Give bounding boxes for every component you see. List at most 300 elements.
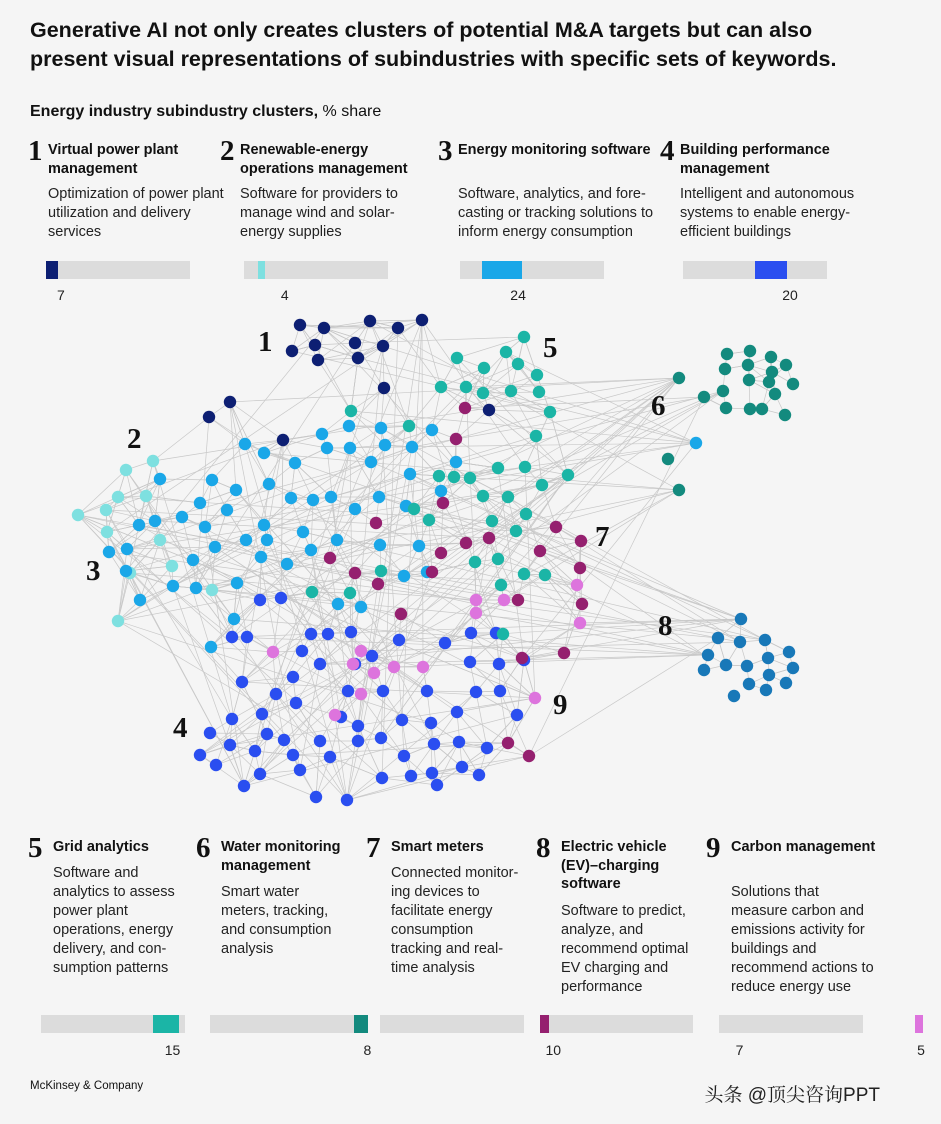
network-node-cluster-4: [366, 650, 378, 662]
network-node-cluster-4: [290, 697, 302, 709]
network-node-cluster-2: [101, 526, 113, 538]
network-node-cluster-3: [133, 519, 145, 531]
network-node-cluster-3: [258, 447, 270, 459]
network-node-cluster-6: [787, 378, 799, 390]
network-node-cluster-3: [325, 491, 337, 503]
network-node-cluster-5: [306, 586, 318, 598]
network-node-cluster-2: [154, 534, 166, 546]
network-node-cluster-8: [735, 613, 747, 625]
network-node-cluster-1: [364, 315, 376, 327]
network-node-cluster-1: [377, 340, 389, 352]
network-node-cluster-4: [426, 767, 438, 779]
network-node-cluster-3: [134, 594, 146, 606]
network-node-cluster-1: [483, 404, 495, 416]
cluster-description: Software, analytics, and fore-casting or tracking solutions to inform energy consumption: [458, 186, 654, 240]
cluster-description: Optimization of power plant utilization and delivery services: [48, 186, 224, 240]
cluster-number: 8: [536, 832, 551, 864]
network-node-cluster-4: [421, 685, 433, 697]
network-node-cluster-2: [140, 490, 152, 502]
network-node-cluster-4: [473, 769, 485, 781]
network-node-cluster-7: [324, 552, 336, 564]
network-edge: [262, 320, 422, 714]
network-node-cluster-4: [375, 732, 387, 744]
network-node-cluster-5: [344, 587, 356, 599]
network-node-cluster-8: [780, 677, 792, 689]
network-edge: [381, 546, 419, 571]
share-value: 5: [917, 1042, 925, 1058]
network-node-cluster-3: [413, 540, 425, 552]
network-node-cluster-5: [408, 503, 420, 515]
network-node-cluster-4: [278, 734, 290, 746]
network-node-cluster-1: [309, 339, 321, 351]
network-node-cluster-5: [531, 369, 543, 381]
network-node-cluster-3: [332, 598, 344, 610]
network-node-cluster-1: [294, 319, 306, 331]
network-node-cluster-4: [238, 780, 250, 792]
network-edge: [427, 691, 476, 692]
network-edge: [260, 774, 316, 797]
network-node-cluster-4: [287, 749, 299, 761]
network-node-cluster-5: [403, 420, 415, 432]
network-node-cluster-4: [270, 688, 282, 700]
network-node-cluster-3: [307, 494, 319, 506]
network-node-cluster-4: [439, 637, 451, 649]
cluster-number: 6: [196, 832, 211, 864]
network-node-cluster-3: [120, 565, 132, 577]
network-node-cluster-7: [459, 402, 471, 414]
network-node-cluster-9: [574, 617, 586, 629]
network-node-cluster-4: [210, 759, 222, 771]
network-node-cluster-3: [355, 601, 367, 613]
network-node-cluster-5: [562, 469, 574, 481]
network-node-cluster-5: [375, 565, 387, 577]
network-node-cluster-5: [520, 508, 532, 520]
network-node-cluster-3: [230, 484, 242, 496]
network-node-cluster-2: [72, 509, 84, 521]
network-node-cluster-8: [734, 636, 746, 648]
network-node-cluster-3: [121, 543, 133, 555]
network-node-cluster-1: [312, 354, 324, 366]
network-edge: [318, 360, 351, 411]
network-node-cluster-9: [571, 579, 583, 591]
network-node-cluster-5: [464, 472, 476, 484]
network-edge: [465, 397, 704, 408]
network-node-cluster-2: [120, 464, 132, 476]
cluster-description: Software to predict, analyze, and recommend optimal EV charging and performance: [561, 903, 689, 995]
network-node-cluster-4: [294, 764, 306, 776]
network-node-cluster-5: [500, 346, 512, 358]
share-value: 8: [363, 1042, 372, 1058]
network-node-cluster-3: [228, 613, 240, 625]
network-node-cluster-5: [469, 556, 481, 568]
network-edge: [500, 691, 508, 743]
network-node-cluster-6: [673, 484, 685, 496]
network-node-cluster-3: [321, 442, 333, 454]
network-node-cluster-4: [226, 631, 238, 643]
network-node-cluster-1: [352, 352, 364, 364]
cluster-title: Smart meters: [391, 839, 484, 855]
network-node-cluster-5: [435, 381, 447, 393]
network-edge: [244, 755, 293, 786]
network-node-cluster-3: [349, 503, 361, 515]
network-node-cluster-4: [493, 658, 505, 670]
network-node-cluster-4: [261, 728, 273, 740]
network-node-cluster-2: [147, 455, 159, 467]
network-node-cluster-6: [779, 409, 791, 421]
network-node-cluster-4: [314, 658, 326, 670]
cluster-title: Water monitoring management: [221, 839, 341, 874]
network-label-7: 7: [595, 521, 610, 553]
network-node-cluster-7: [370, 517, 382, 529]
network-edge: [459, 742, 508, 743]
network-node-cluster-4: [393, 634, 405, 646]
network-node-cluster-4: [275, 592, 287, 604]
network-node-cluster-7: [574, 562, 586, 574]
network-edge: [358, 320, 422, 741]
network-node-cluster-5: [495, 579, 507, 591]
network-label-8: 8: [658, 610, 673, 642]
cluster-number: 3: [438, 135, 453, 167]
network-node-cluster-9: [355, 688, 367, 700]
network-node-cluster-3: [190, 582, 202, 594]
cluster-description: Software for providers to manage wind and solar-energy supplies: [240, 186, 398, 240]
network-node-cluster-4: [236, 676, 248, 688]
network-edge: [517, 660, 524, 715]
network-edge: [422, 320, 441, 387]
network-node-cluster-4: [324, 751, 336, 763]
network-node-cluster-9: [347, 658, 359, 670]
cluster-number: 5: [28, 832, 43, 864]
network-node-cluster-3: [450, 456, 462, 468]
share-value: 24: [510, 287, 526, 303]
network-edge: [330, 717, 341, 757]
network-node-cluster-3: [154, 473, 166, 485]
network-node-cluster-4: [204, 727, 216, 739]
cluster-title: Virtual power plant management: [48, 142, 179, 177]
network-node-cluster-1: [203, 411, 215, 423]
network-node-cluster-4: [405, 770, 417, 782]
network-node-cluster-4: [352, 720, 364, 732]
network-node-cluster-6: [719, 363, 731, 375]
network-node-cluster-4: [377, 685, 389, 697]
network-edge: [432, 387, 441, 430]
network-node-cluster-1: [378, 382, 390, 394]
network-node-cluster-5: [423, 514, 435, 526]
network-node-cluster-6: [780, 359, 792, 371]
network-node-cluster-8: [759, 634, 771, 646]
cluster-description: Intelligent and autonomous systems to enable energy-efficient buildings: [680, 186, 855, 240]
cluster-number: 7: [366, 832, 381, 864]
network-edge: [200, 755, 244, 786]
network-node-cluster-7: [372, 578, 384, 590]
network-node-cluster-5: [518, 331, 530, 343]
network-node-cluster-1: [349, 337, 361, 349]
network-node-cluster-7: [502, 737, 514, 749]
network-node-cluster-3: [261, 534, 273, 546]
network-edge: [371, 462, 741, 619]
network-node-cluster-3: [176, 511, 188, 523]
cluster-title: Renewable-energy operations management: [240, 142, 408, 177]
share-value: 4: [280, 287, 289, 303]
network-node-cluster-4: [428, 738, 440, 750]
network-edge: [489, 410, 550, 412]
network-node-cluster-6: [673, 372, 685, 384]
network-node-cluster-5: [345, 405, 357, 417]
network-node-cluster-7: [558, 647, 570, 659]
subtitle-rest: % share: [318, 103, 382, 120]
network-label-5: 5: [543, 332, 558, 364]
network-node-cluster-4: [194, 749, 206, 761]
network-node-cluster-3: [406, 441, 418, 453]
network-node-cluster-7: [516, 652, 528, 664]
network-node-cluster-3: [374, 539, 386, 551]
network-node-cluster-8: [702, 649, 714, 661]
network-edge: [466, 378, 679, 387]
network-node-cluster-4: [322, 628, 334, 640]
cluster-number: 1: [28, 135, 43, 167]
network-node-cluster-1: [224, 396, 236, 408]
network-edge: [211, 647, 273, 652]
network-edge: [370, 321, 409, 426]
share-value: 10: [545, 1042, 562, 1058]
network-edge: [347, 767, 462, 800]
network-node-cluster-5: [497, 628, 509, 640]
network-node-cluster-3: [231, 577, 243, 589]
network-edge: [456, 462, 498, 468]
network-label-3: 3: [86, 555, 101, 587]
subtitle-bold: Energy industry subindustry clusters,: [30, 103, 319, 120]
share-value: 20: [782, 287, 798, 303]
network-node-cluster-3: [149, 515, 161, 527]
network-node-cluster-6: [721, 348, 733, 360]
network-node-cluster-7: [349, 567, 361, 579]
network-node-cluster-9: [470, 594, 482, 606]
network-node-cluster-3: [187, 554, 199, 566]
network-node-cluster-7: [426, 566, 438, 578]
network-node-cluster-4: [310, 791, 322, 803]
network-node-cluster-7: [460, 537, 472, 549]
network-edge: [516, 531, 740, 642]
network-node-cluster-9: [417, 661, 429, 673]
network-node-cluster-5: [492, 553, 504, 565]
network-node-cluster-9: [498, 594, 510, 606]
network-node-cluster-8: [698, 664, 710, 676]
network-edge: [140, 566, 172, 600]
network-edge: [281, 598, 311, 634]
network-node-cluster-4: [256, 708, 268, 720]
network-node-cluster-5: [518, 568, 530, 580]
network-node-cluster-7: [450, 433, 462, 445]
cluster-description: Smart water meters, tracking, and consumption analysis: [221, 884, 332, 957]
network-node-cluster-1: [392, 322, 404, 334]
network-node-cluster-3: [263, 478, 275, 490]
network-node-cluster-4: [296, 645, 308, 657]
network-node-cluster-5: [533, 386, 545, 398]
network-node-cluster-3: [103, 546, 115, 558]
network-edge: [153, 417, 209, 461]
network-edge: [209, 417, 245, 444]
network-node-cluster-3: [404, 468, 416, 480]
network-node-cluster-3: [373, 491, 385, 503]
network-node-cluster-6: [744, 403, 756, 415]
network-node-cluster-4: [352, 735, 364, 747]
network-node-cluster-2: [166, 560, 178, 572]
network-node-cluster-4: [254, 768, 266, 780]
network-node-cluster-5: [519, 461, 531, 473]
network-node-cluster-8: [728, 690, 740, 702]
network-node-cluster-4: [465, 627, 477, 639]
network-node-cluster-1: [277, 434, 289, 446]
cluster-title: Carbon management: [731, 839, 876, 855]
network-node-cluster-6: [769, 388, 781, 400]
network-label-9: 9: [553, 689, 568, 721]
network-node-cluster-7: [576, 598, 588, 610]
network-node-cluster-3: [316, 428, 328, 440]
network-node-cluster-5: [448, 471, 460, 483]
network-node-cluster-8: [763, 669, 775, 681]
network-node-cluster-8: [760, 684, 772, 696]
network-node-cluster-3: [331, 534, 343, 546]
network-node-cluster-4: [425, 717, 437, 729]
network-node-cluster-4: [396, 714, 408, 726]
network-node-cluster-3: [379, 439, 391, 451]
cluster-title: Electric vehicle (EV)–charging software: [561, 839, 667, 892]
network-edge: [506, 352, 696, 443]
network-edge: [498, 436, 536, 468]
network-node-cluster-5: [544, 406, 556, 418]
cluster-title: Building performance management: [680, 142, 830, 177]
cluster-number: 9: [706, 832, 721, 864]
cluster-description: Solutions that measure carbon and emissions activity for buildings and recommend actions to reduce energy use: [731, 884, 874, 995]
network-node-cluster-3: [221, 504, 233, 516]
network-node-cluster-4: [456, 761, 468, 773]
network-node-cluster-6: [720, 402, 732, 414]
network-edge: [381, 691, 383, 738]
network-edge: [381, 428, 765, 640]
network-node-cluster-9: [388, 661, 400, 673]
network-node-cluster-8: [720, 659, 732, 671]
network-node-cluster-5: [512, 358, 524, 370]
network-node-cluster-5: [433, 470, 445, 482]
network-node-cluster-6: [742, 359, 754, 371]
network-node-cluster-4: [481, 742, 493, 754]
network-node-cluster-3: [690, 437, 702, 449]
network-edge: [476, 692, 487, 748]
network-node-cluster-6: [756, 403, 768, 415]
network-node-cluster-9: [355, 645, 367, 657]
footer-brand: McKinsey & Company: [30, 1080, 144, 1092]
network-edge: [383, 346, 384, 388]
network-node-cluster-5: [539, 569, 551, 581]
network-node-cluster-4: [431, 779, 443, 791]
network-node-cluster-5: [486, 515, 498, 527]
network-node-cluster-3: [285, 492, 297, 504]
network-node-cluster-4: [451, 706, 463, 718]
cluster-title: Energy monitoring software: [458, 142, 651, 158]
network-node-cluster-1: [416, 314, 428, 326]
cluster-title: Grid analytics: [53, 839, 149, 855]
network-node-cluster-2: [112, 615, 124, 627]
network-node-cluster-4: [287, 671, 299, 683]
network-node-cluster-4: [226, 713, 238, 725]
network-node-cluster-5: [536, 479, 548, 491]
network-node-cluster-3: [258, 519, 270, 531]
network-node-cluster-3: [199, 521, 211, 533]
network-edge: [230, 402, 283, 440]
network-node-cluster-4: [453, 736, 465, 748]
network-node-cluster-4: [341, 794, 353, 806]
network-node-cluster-3: [375, 422, 387, 434]
network-node-cluster-4: [241, 631, 253, 643]
network-node-cluster-4: [305, 628, 317, 640]
network-node-cluster-6: [763, 376, 775, 388]
network-node-cluster-9: [470, 607, 482, 619]
network-node-cluster-3: [240, 534, 252, 546]
network-label-4: 4: [173, 712, 188, 744]
network-node-cluster-4: [314, 735, 326, 747]
network-node-cluster-3: [435, 485, 447, 497]
network-node-cluster-6: [744, 345, 756, 357]
network-node-cluster-9: [529, 692, 541, 704]
network-node-cluster-2: [112, 491, 124, 503]
network-node-cluster-7: [483, 532, 495, 544]
share-value: 15: [164, 1042, 181, 1058]
network-node-cluster-4: [249, 745, 261, 757]
cluster-number: 2: [220, 135, 235, 167]
network-node-cluster-5: [505, 385, 517, 397]
cluster-description: Software and analytics to assess power plant operations, energy delivery, and con-sumption patterns: [53, 865, 175, 976]
network-node-cluster-3: [289, 457, 301, 469]
network-node-cluster-1: [286, 345, 298, 357]
network-node-cluster-7: [512, 594, 524, 606]
network-node-cluster-4: [224, 739, 236, 751]
network-node-cluster-6: [743, 374, 755, 386]
watermark: 头条 @顶尖咨询PPT: [704, 1085, 880, 1106]
share-value: 7: [735, 1042, 744, 1058]
network-node-cluster-4: [511, 709, 523, 721]
network-node-cluster-3: [297, 526, 309, 538]
network-node-cluster-8: [787, 662, 799, 674]
network-node-cluster-6: [662, 453, 674, 465]
network-node-cluster-4: [342, 685, 354, 697]
network-label-1: 1: [258, 326, 273, 358]
network-node-cluster-6: [765, 351, 777, 363]
network-node-cluster-5: [477, 387, 489, 399]
network-node-cluster-7: [534, 545, 546, 557]
network-node-cluster-9: [267, 646, 279, 658]
network-node-cluster-3: [167, 580, 179, 592]
network-node-cluster-5: [502, 491, 514, 503]
network-edge: [244, 740, 284, 786]
network-node-cluster-3: [365, 456, 377, 468]
network-node-cluster-5: [477, 490, 489, 502]
network-node-cluster-5: [510, 525, 522, 537]
network-node-cluster-5: [460, 381, 472, 393]
network-node-cluster-2: [100, 504, 112, 516]
network-node-cluster-3: [343, 420, 355, 432]
network-node-cluster-4: [376, 772, 388, 784]
network-node-cluster-5: [451, 352, 463, 364]
network-edge: [422, 320, 423, 667]
network-edge: [410, 474, 765, 640]
network-node-cluster-6: [717, 385, 729, 397]
network-node-cluster-7: [550, 521, 562, 533]
page-title: Generative AI not only creates clusters of potential M&A targets but can also present visual representations of subindustries with specific sets of keywords.: [30, 18, 837, 71]
network-node-cluster-4: [398, 750, 410, 762]
network-node-cluster-7: [395, 608, 407, 620]
network-edge: [347, 756, 529, 800]
network-node-cluster-3: [344, 442, 356, 454]
